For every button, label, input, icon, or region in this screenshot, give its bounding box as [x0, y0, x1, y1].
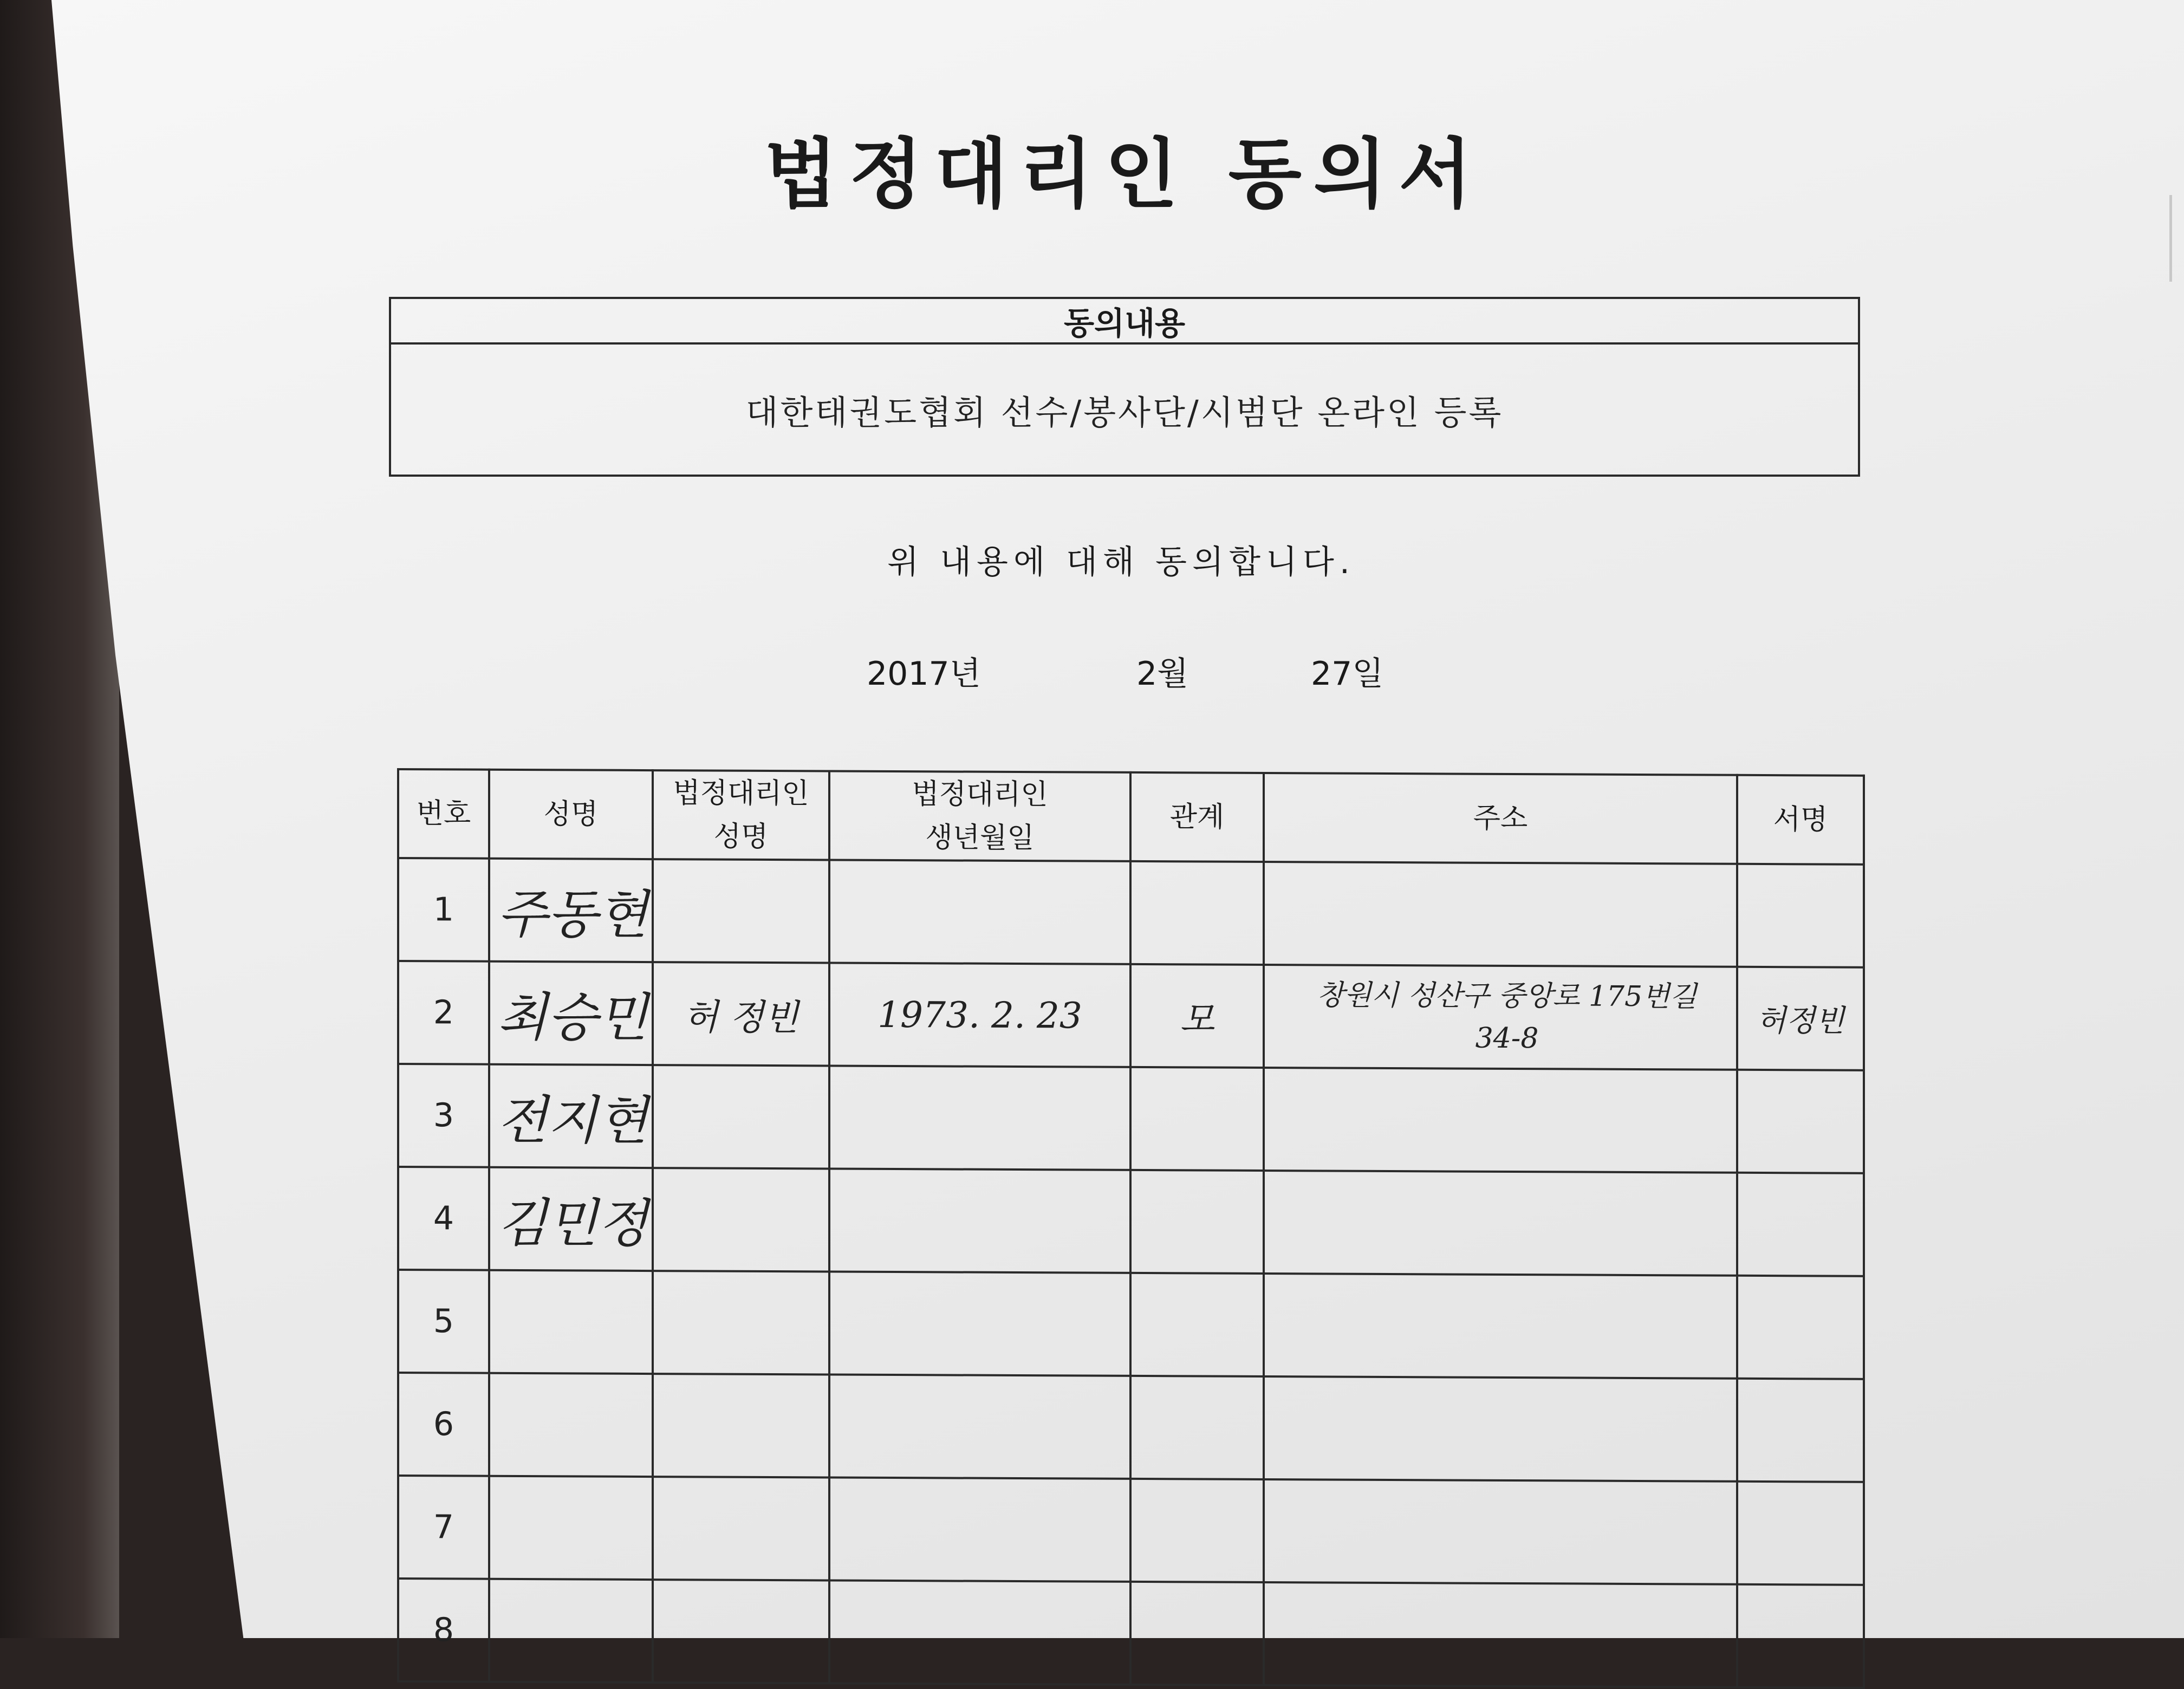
- row-guardian-birth: [829, 1477, 1130, 1581]
- table-header-row: [398, 769, 1864, 865]
- row-guardian-birth: [829, 1374, 1130, 1478]
- date-day: 27일: [1311, 655, 1384, 693]
- row-address-line1: 창원시 성산구 중앙로 175번길: [1317, 979, 1697, 1014]
- row-guardian-name: [653, 1168, 829, 1271]
- row-address-line1: [1278, 1634, 1736, 1636]
- header-signature: 서명: [1737, 775, 1864, 865]
- row-address-line1: [1278, 1222, 1736, 1224]
- row-name: 최승민: [489, 962, 653, 1065]
- row-relation: [1130, 1170, 1264, 1274]
- row-relation: [1130, 1376, 1264, 1479]
- row-address-line1: [1278, 1325, 1736, 1327]
- row-address: [1264, 1068, 1737, 1173]
- row-address: [1264, 1479, 1737, 1584]
- row-signature: 허정빈: [1737, 967, 1864, 1070]
- row-number: 5: [398, 1270, 489, 1373]
- row-guardian-name: [653, 1271, 829, 1374]
- row-relation: [1130, 1582, 1264, 1685]
- row-number: 1: [398, 858, 489, 962]
- row-address-line1: [1278, 1119, 1736, 1121]
- row-guardian-birth: 1973. 2. 23: [829, 963, 1130, 1067]
- table-row: [398, 858, 1864, 967]
- row-number: 3: [398, 1064, 489, 1167]
- row-guardian-birth: [829, 1580, 1130, 1684]
- table-row: [398, 1476, 1864, 1585]
- table-row: [398, 961, 1864, 1070]
- header-guardian-birth-line1: 법정대리인: [912, 778, 1048, 811]
- row-relation: [1130, 1067, 1264, 1171]
- row-name: [489, 1476, 653, 1580]
- header-guardian-name-line1: 법정대리인: [673, 777, 809, 810]
- row-address: [1264, 862, 1737, 967]
- table-row: [398, 1578, 1864, 1688]
- staple-mark: [2169, 195, 2184, 282]
- row-signature: [1737, 864, 1864, 967]
- guardian-table: [397, 768, 1865, 1689]
- row-address: [1264, 1274, 1737, 1379]
- row-guardian-name: [653, 1477, 829, 1580]
- consent-box-content: 대한태권도협회 선수/봉사단/시범단 온라인 등록: [745, 392, 1504, 432]
- date-year: 2017년: [867, 655, 981, 693]
- row-address-line2: [1278, 913, 1736, 915]
- row-guardian-birth: [829, 1066, 1130, 1170]
- row-signature: [1737, 1173, 1864, 1276]
- date-month: 2월: [1136, 655, 1189, 693]
- header-address: 주소: [1264, 773, 1737, 864]
- table-row: [398, 1064, 1864, 1173]
- row-number: 4: [398, 1167, 489, 1270]
- row-name: [489, 1270, 653, 1374]
- row-address-line1: [1278, 1531, 1736, 1533]
- row-address: [1264, 1376, 1737, 1482]
- row-address: [1264, 1171, 1737, 1276]
- row-signature: [1737, 1482, 1864, 1585]
- consent-content-box: [389, 297, 1860, 477]
- row-guardian-name: [653, 1065, 829, 1168]
- row-number: 7: [398, 1476, 489, 1579]
- row-address-line2: [1278, 1325, 1736, 1327]
- row-guardian-birth: [829, 1168, 1130, 1272]
- row-signature: [1737, 1379, 1864, 1482]
- row-address-line1: [1278, 913, 1736, 915]
- row-guardian-name: [653, 1580, 829, 1683]
- header-guardian-birth-line2: 생년월일: [925, 821, 1035, 855]
- row-relation: [1130, 1273, 1264, 1376]
- row-name: 전지현: [489, 1064, 653, 1168]
- table-row: [398, 1270, 1864, 1379]
- row-signature: [1737, 1584, 1864, 1688]
- row-name: 주동현: [489, 859, 653, 962]
- header-name: 성명: [489, 770, 653, 859]
- row-name: [489, 1373, 653, 1477]
- row-number: 8: [398, 1578, 489, 1682]
- document-title: 법정대리인 동의서: [764, 131, 1484, 219]
- table-row: [398, 1167, 1864, 1276]
- row-address-line2: [1278, 1531, 1736, 1533]
- row-address-line2: [1278, 1634, 1736, 1636]
- row-guardian-name: [653, 859, 829, 963]
- row-name: [489, 1579, 653, 1682]
- row-signature: [1737, 1070, 1864, 1173]
- header-guardian-birth: [829, 771, 1130, 861]
- row-address-line1: [1278, 1428, 1736, 1430]
- row-guardian-name: [653, 1374, 829, 1477]
- header-guardian-name-line2: 성명: [713, 820, 769, 853]
- row-guardian-birth: [829, 1271, 1130, 1375]
- row-name: 김민정: [489, 1167, 653, 1271]
- header-number: 번호: [398, 769, 489, 859]
- row-relation: [1130, 1479, 1264, 1582]
- agreement-statement: 위 내용에 대해 동의합니다.: [887, 543, 1355, 581]
- row-address-line2: [1278, 1428, 1736, 1430]
- row-address-line2: 34-8: [1475, 1022, 1539, 1055]
- row-address: [1264, 1582, 1737, 1687]
- table-row: [398, 1373, 1864, 1482]
- consent-box-header: 동의내용: [391, 299, 1858, 345]
- row-address-line2: [1278, 1119, 1736, 1121]
- row-relation: [1130, 861, 1264, 965]
- row-number: 6: [398, 1373, 489, 1476]
- row-guardian-birth: [829, 860, 1130, 964]
- header-relation: 관계: [1130, 772, 1264, 862]
- row-address-line2: [1278, 1222, 1736, 1224]
- row-signature: [1737, 1276, 1864, 1379]
- row-number: 2: [398, 961, 489, 1064]
- header-guardian-name: [653, 770, 829, 860]
- row-relation: 모: [1130, 964, 1264, 1068]
- row-address: [1264, 965, 1737, 1070]
- row-guardian-name: 허 정빈: [653, 962, 829, 1066]
